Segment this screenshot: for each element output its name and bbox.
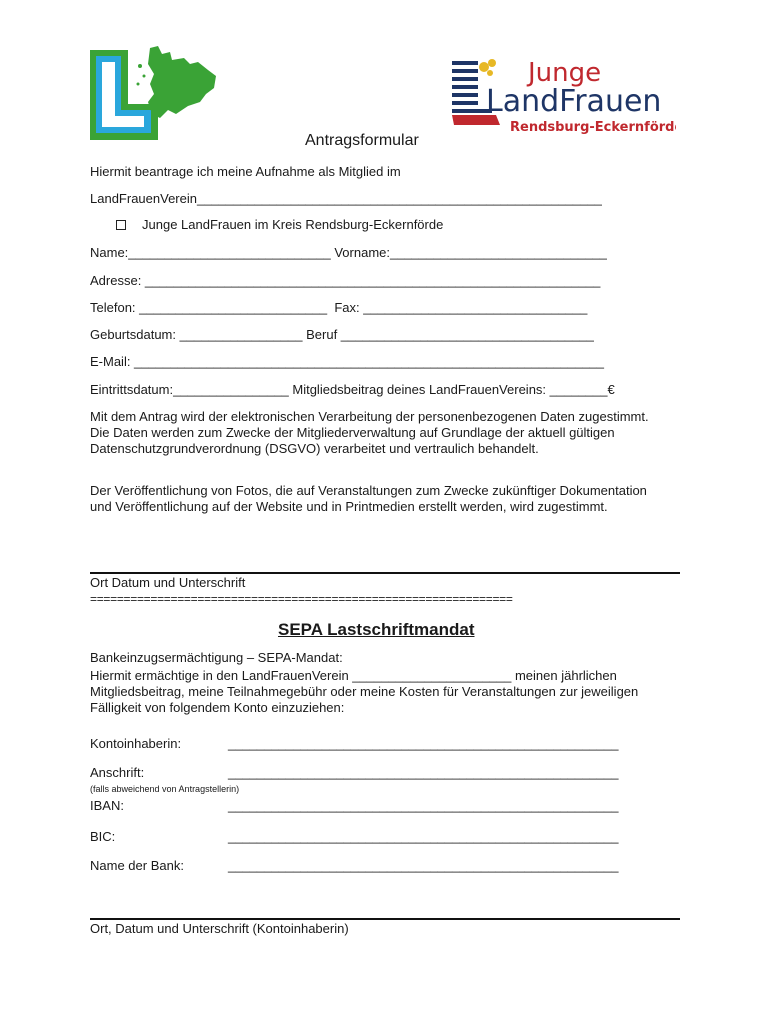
sepa-intro: Bankeinzugsermächtigung – SEPA-Mandat: — [90, 650, 343, 665]
sepa-title: SEPA Lastschriftmandat — [278, 620, 475, 639]
logo-landfrauen-text: LandFrauen — [486, 84, 662, 119]
name-field[interactable]: Name:____________________________ Vorname:______________________________ — [90, 245, 607, 260]
checkbox-label: Junge LandFrauen im Kreis Rendsburg-Eckernförde — [142, 217, 444, 232]
logo-region-text: Rendsburg-Eckernförde — [510, 120, 676, 135]
bank-field[interactable]: ______________________________________________________ — [228, 858, 619, 873]
junge-landfrauen-logo — [446, 55, 676, 137]
signature-line — [90, 572, 680, 574]
email-field[interactable]: E-Mail: _________________________________________________________________ — [90, 354, 605, 369]
bank-label: Name der Bank: — [90, 858, 184, 873]
sepa-signature-line — [90, 918, 680, 920]
iban-field[interactable]: ______________________________________________________ — [228, 798, 619, 813]
anschrift-label: Anschrift: — [90, 765, 145, 780]
separator-line: =============================================================== — [90, 592, 513, 606]
intro-text: Hiermit beantrage ich meine Aufnahme als Mitglied im — [90, 164, 401, 179]
signature-label: Ort Datum und Unterschrift — [90, 575, 246, 590]
junge-landfrauen-checkbox[interactable] — [116, 220, 126, 230]
form-title: Antragsformular — [305, 132, 419, 149]
anschrift-note: (falls abweichend von Antragstellerin) — [90, 784, 240, 794]
iban-label: IBAN: — [90, 798, 124, 813]
anschrift-field[interactable]: ______________________________________________________ — [228, 765, 619, 780]
kontoinhaberin-field[interactable]: ______________________________________________________ — [228, 736, 619, 751]
bic-field[interactable]: ______________________________________________________ — [228, 829, 619, 844]
verein-field[interactable]: LandFrauenVerein________________________________________________________ — [90, 191, 602, 206]
foto-paragraph: Der Veröffentlichung von Fotos, die auf Veranstaltungen zum Zwecke zukünftiger Dokumentation und Veröffentlichung auf der Website und in Printmedien erstellt werden, wird zugestimmt. — [90, 483, 647, 514]
landfrauen-l-logo-icon — [88, 44, 224, 148]
sepa-signature-label: Ort, Datum und Unterschrift (Kontoinhaberin) — [90, 921, 349, 936]
landfrauen-logo — [88, 44, 224, 148]
logo-junge-text: Junge — [528, 58, 602, 88]
kontoinhaberin-label: Kontoinhaberin: — [90, 736, 182, 751]
dsgvo-paragraph: Mit dem Antrag wird der elektronischen Verarbeitung der personenbezogenen Daten zugestimmt. Die Daten werden zum Zwecke der Mitgliederverwaltung auf Grundlage der aktuell gültigen Datenschutzgrundverordnung (DSGVO) verarbeitet und vertraulich behandelt. — [90, 409, 649, 456]
telefon-field[interactable]: Telefon: __________________________ Fax: _______________________________ — [90, 300, 588, 315]
sepa-paragraph: Hiermit ermächtige in den LandFrauenVerein ______________________ meinen jährlichen Mitgliedsbeitrag, meine Teilnahmegebühr oder meine Kosten für Veranstaltungen zur jeweiligen Fälligkeit von folgendem Konto einzuziehen: — [90, 668, 639, 715]
eintrittsdatum-field[interactable]: Eintrittsdatum:________________ Mitgliedsbeitrag deines LandFrauenVereins: ________€ — [90, 382, 615, 397]
adresse-field[interactable]: Adresse: _______________________________________________________________ — [90, 273, 601, 288]
geburtsdatum-field[interactable]: Geburtsdatum: _________________ Beruf ___________________________________ — [90, 327, 594, 342]
bic-label: BIC: — [90, 829, 116, 844]
junge-landfrauen-logo-icon — [446, 55, 676, 137]
